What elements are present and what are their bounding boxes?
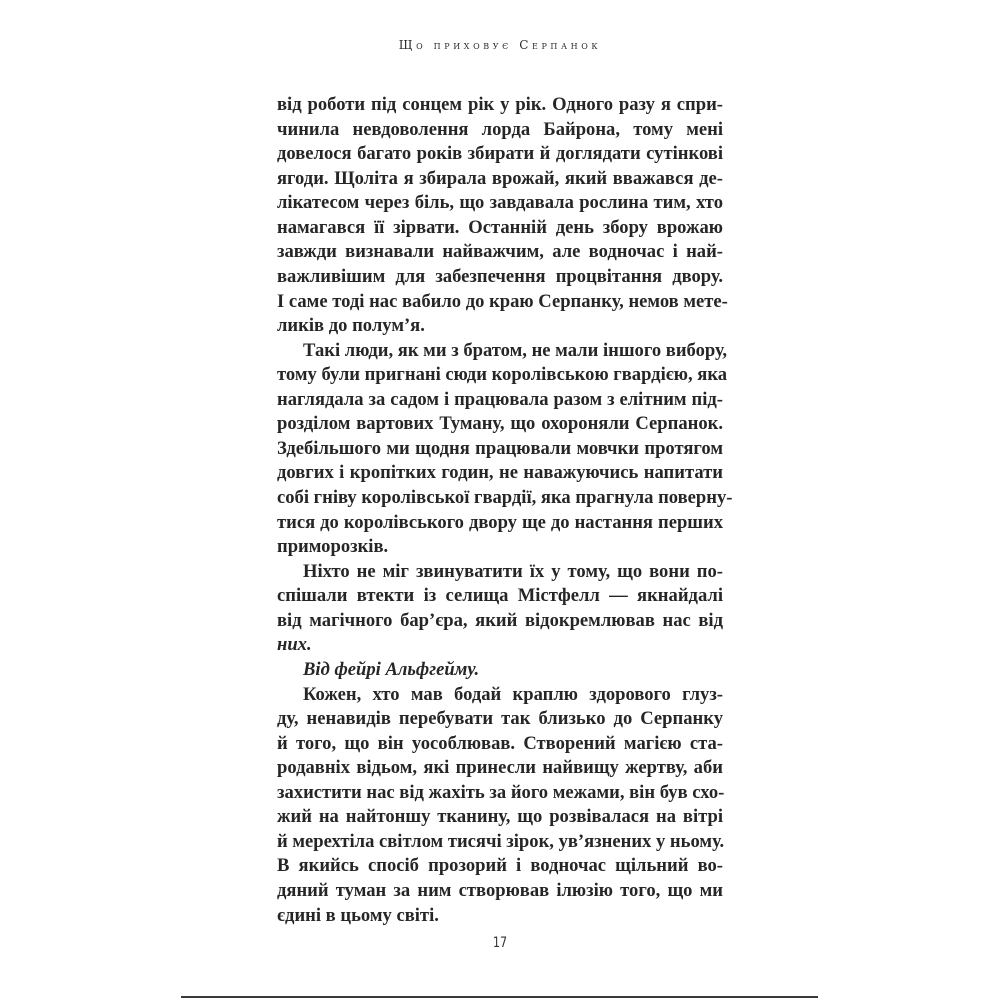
text-line: намагався її зірвати. Останній день збору врожаю [277, 216, 723, 238]
text-line: них. [277, 634, 312, 656]
page-number: 17 [492, 935, 508, 951]
text-line: приморозків. [277, 536, 389, 558]
text-line: Здебільшого ми щодня працювали мовчки протягом [277, 437, 723, 459]
text-line: дяний туман за ним створював ілюзію того, що ми [277, 880, 723, 901]
text-line: чинила невдоволення лорда Байрона, тому мені [277, 118, 723, 140]
text-line: І саме тоді нас вабило до краю Серпанку, немов мете- [277, 290, 728, 312]
text-line: спішали втекти із селища Містфелл — якнайдалі [277, 585, 723, 607]
text-line: собі гніву королівської гвардії, яка прагнула поверну- [277, 487, 733, 508]
text-line: завжди визнавали найважчим, але водночас і най- [277, 241, 723, 263]
text-line: важливішим для забезпечення процвітання двору. [277, 265, 723, 287]
text-line: захистити нас від жахіть за його межами, він був схо- [277, 781, 725, 803]
text-line: Від фейрі Альфгейму. [303, 658, 480, 680]
text-line: тому були пригнані сюди королівською гвардією, яка [277, 364, 728, 386]
text-line: Кожен, хто мав бодай краплю здорового глуз- [303, 683, 723, 705]
text-line: жий на найтоншу тканину, що розвівалася на вітрі [277, 806, 723, 828]
text-line: лікатесом через біль, що завдавала рослина тим, хто [277, 192, 723, 214]
text-line: довгих і кропітких годин, не наважуючись напитати [277, 462, 723, 484]
text-line: наглядала за садом і працювала разом з елітним під- [277, 388, 723, 410]
running-head: Що приховує Серпанок [398, 38, 602, 52]
text-line: родавніх відьом, які принесли найвищу жертву, аби [277, 757, 723, 779]
text-line: ду, ненавидів перебувати так близько до Серпанку [277, 708, 723, 730]
text-line: Ніхто не міг звинуватити їх у тому, що вони по- [303, 560, 723, 582]
text-line: розділом вартових Туману, що охороняли Серпанок. [277, 413, 723, 435]
text-line: В якийсь спосіб прозорий і водночас щільний во- [277, 855, 723, 877]
text-line: ягоди. Щоліта я збирала врожай, який вважався де- [277, 167, 723, 189]
body-text [277, 93, 733, 928]
text-line: довелося багато років збирати й доглядати сутінкові [277, 143, 723, 165]
text-line: й того, що він уособлював. Створений магією ста- [277, 732, 723, 754]
text-line: від роботи під сонцем рік у рік. Одного разу я спри- [277, 94, 723, 115]
text-line: від магічного бар’єра, який відокремлював нас від [277, 609, 723, 631]
bottom-rule [181, 996, 818, 998]
text-line: Такі люди, як ми з братом, не мали іншого вибору, [303, 339, 728, 361]
text-line: ликів до полум’я. [277, 315, 425, 337]
text-line: тися до королівського двору ще до настання перших [277, 511, 723, 533]
text-line: єдині в цьому світі. [277, 904, 439, 926]
text-line: й мерехтіла світлом тисячі зірок, ув’язнених у ньому. [277, 830, 725, 852]
